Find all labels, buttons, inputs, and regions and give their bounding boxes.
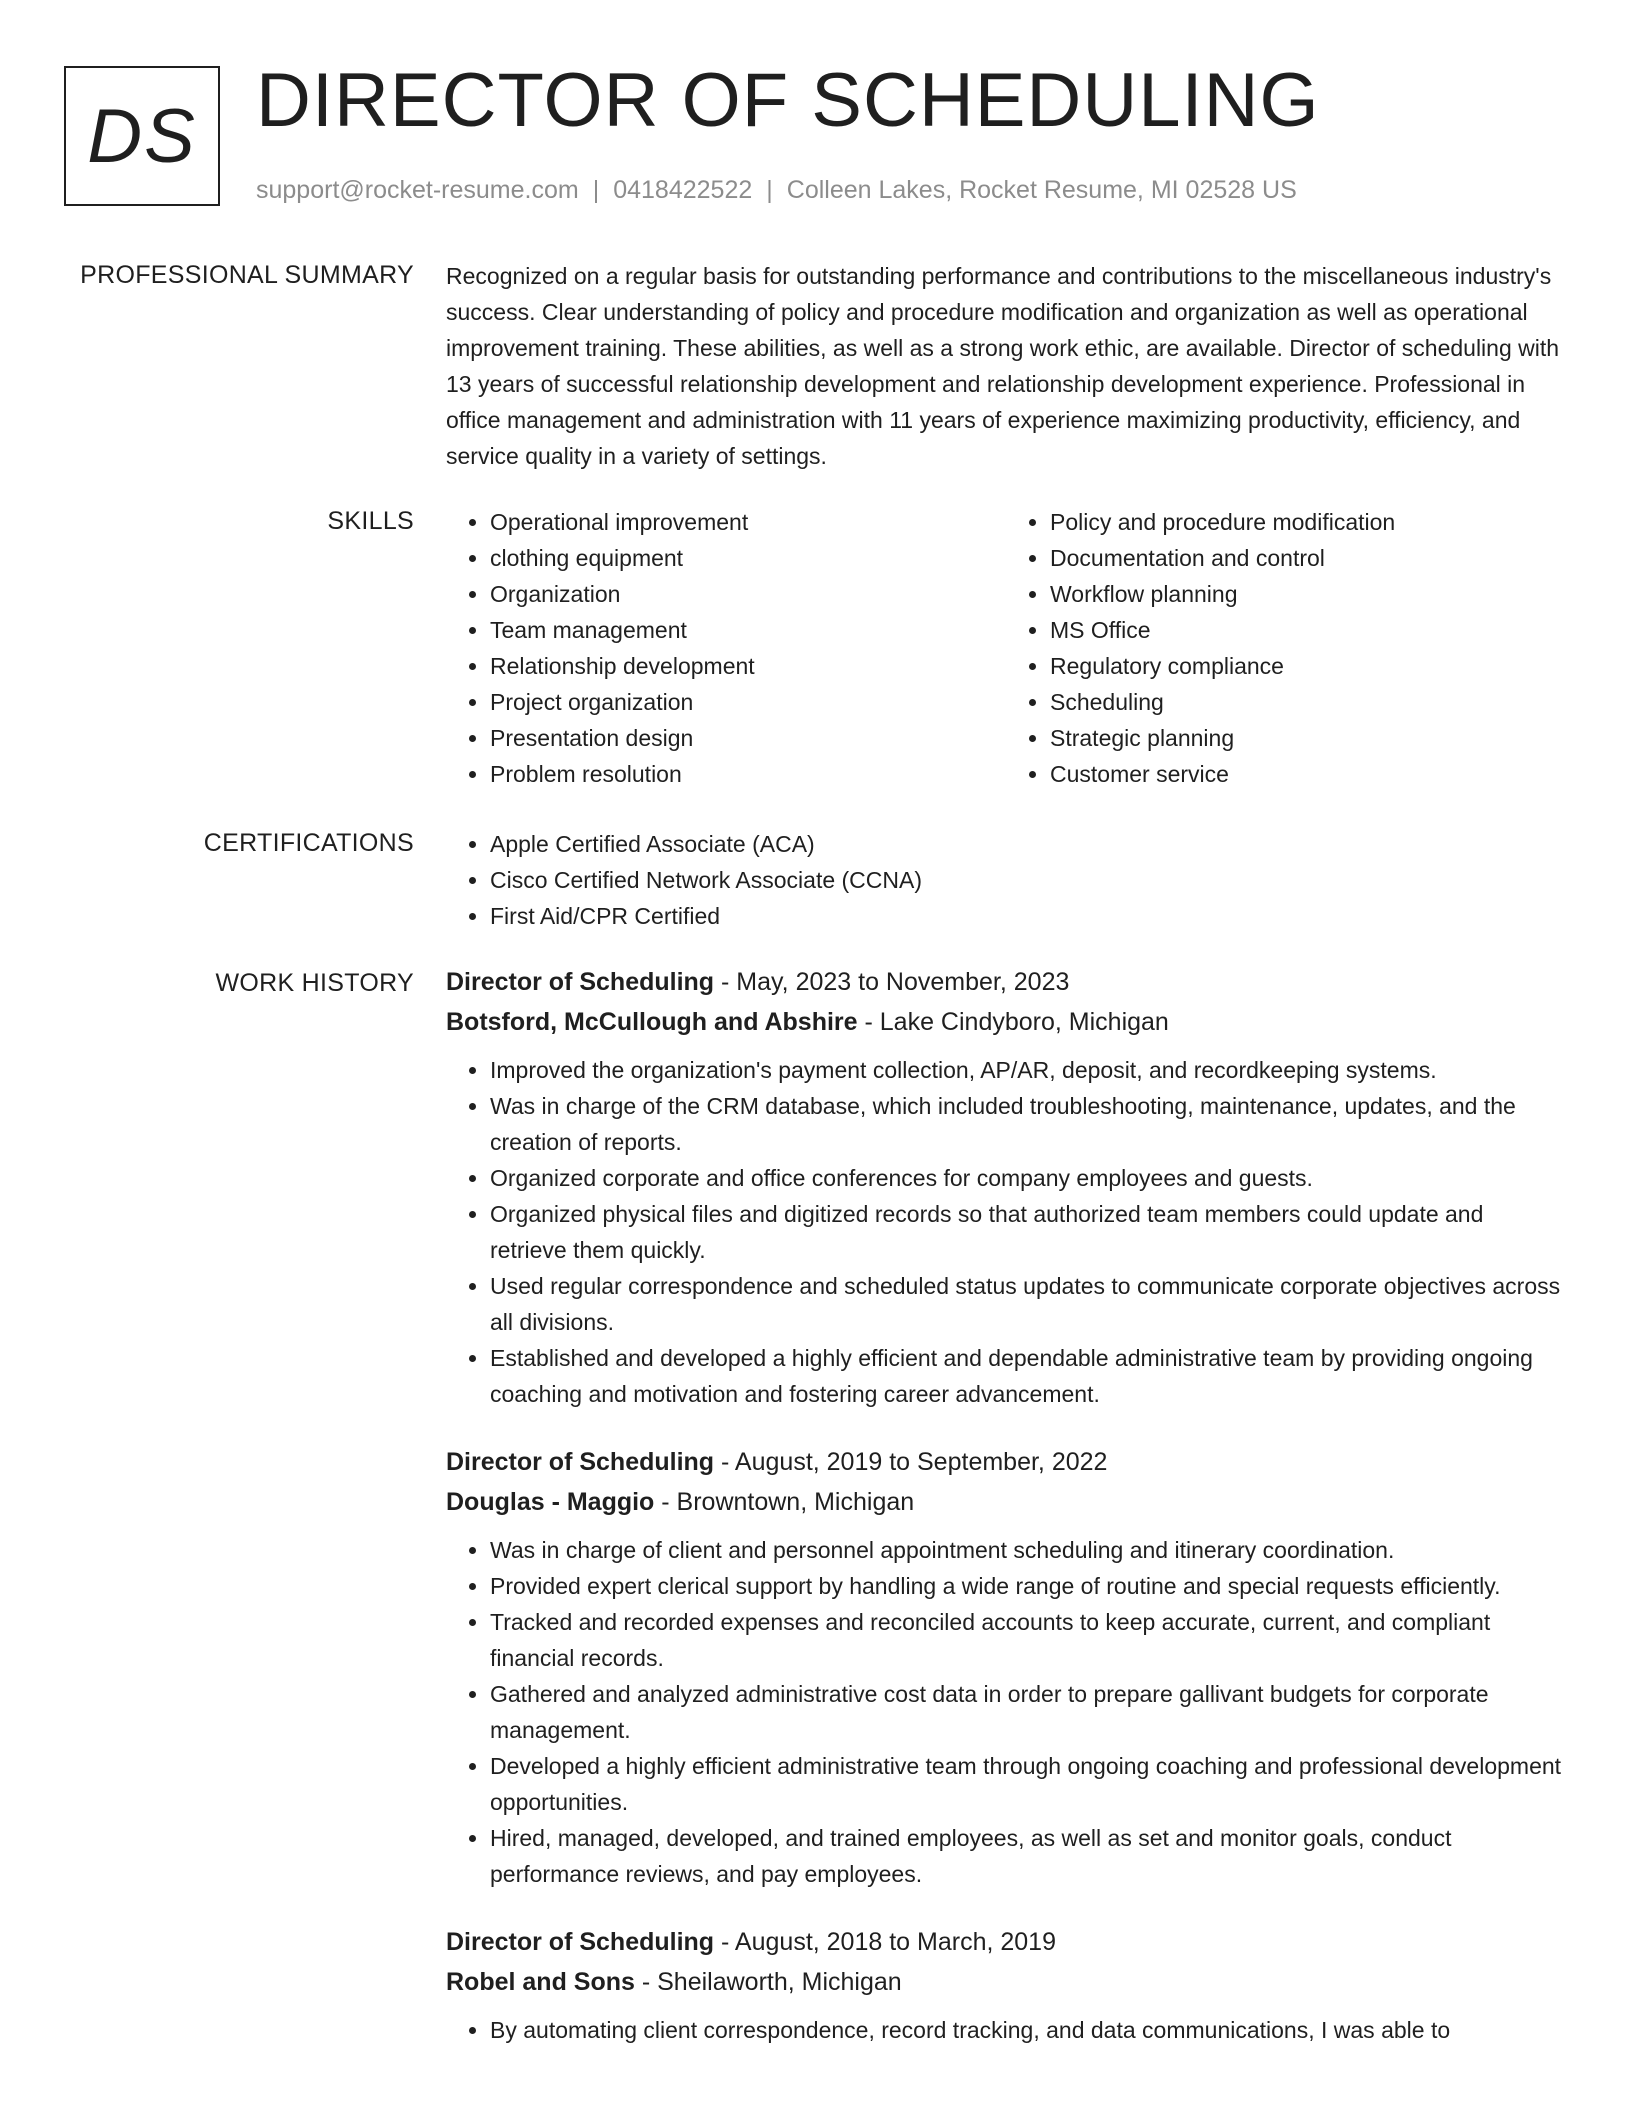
contact-separator: | — [592, 176, 600, 204]
list-item: • Provided expert clerical support by handling a wide range of routine and special requests efficiently. — [490, 1568, 1566, 1604]
list-item: • Organization — [490, 576, 1006, 612]
list-item: • Project organization — [490, 684, 1006, 720]
contact-email: support@rocket-resume.com — [256, 176, 579, 204]
job-location: - Lake Cindyboro, Michigan — [857, 1008, 1169, 1036]
list-item: • Operational improvement — [490, 504, 1006, 540]
list-item: • Team management — [490, 612, 1006, 648]
job-company: Botsford, McCullough and Abshire — [446, 1008, 858, 1036]
summary-label: PROFESSIONAL SUMMARY — [80, 261, 414, 289]
job-title-line — [446, 962, 1566, 1002]
job-company-line — [446, 1002, 1566, 1042]
work-history-body — [446, 962, 1566, 2078]
job-company-line — [446, 1962, 1566, 2002]
list-item: • Tracked and recorded expenses and reconciled accounts to keep accurate, current, and compliant financial records. — [490, 1604, 1566, 1676]
list-item: • Was in charge of the CRM database, which included troubleshooting, maintenance, updates, and the creation of reports. — [490, 1088, 1566, 1160]
job-dates: - August, 2018 to March, 2019 — [714, 1928, 1056, 1956]
list-item: • Relationship development — [490, 648, 1006, 684]
list-item: • Organized physical files and digitized records so that authorized team members could update and retrieve them quickly. — [490, 1196, 1566, 1268]
job-duties — [446, 2012, 1566, 2048]
job-title: Director of Scheduling — [446, 1448, 715, 1476]
list-item: • Regulatory compliance — [1050, 648, 1566, 684]
job-title: Director of Scheduling — [446, 1928, 715, 1956]
list-item: • Workflow planning — [1050, 576, 1566, 612]
job-duties — [446, 1532, 1566, 1892]
job-location: - Sheilaworth, Michigan — [634, 1968, 902, 1996]
job-entry — [446, 1442, 1566, 1892]
work-history-label: WORK HISTORY — [215, 969, 414, 997]
job-company: Robel and Sons — [446, 1968, 635, 1996]
list-item: • Documentation and control — [1050, 540, 1566, 576]
job-dates: - May, 2023 to November, 2023 — [714, 968, 1070, 996]
list-item: • Hired, managed, developed, and trained employees, as well as set and monitor goals, conduct performance reviews, and pay employees. — [490, 1820, 1566, 1892]
list-item: • Was in charge of client and personnel appointment scheduling and itinerary coordination. — [490, 1532, 1566, 1568]
contact-phone: 0418422522 — [613, 176, 753, 204]
list-item: • Cisco Certified Network Associate (CCNA) — [490, 862, 1566, 898]
list-item: • Improved the organization's payment collection, AP/AR, deposit, and recordkeeping systems. — [490, 1052, 1566, 1088]
list-item: • Presentation design — [490, 720, 1006, 756]
summary-text: Recognized on a regular basis for outstanding performance and contributions to the miscellaneous industry's success. Clear understanding of policy and procedure modification and organization as well as operational improvement training. These abilities, as well as a strong work ethic, are available. Director of scheduling with 13 years of successful relationship development and relationship development experience. Professional in office management and administration with 11 years of experience maximizing productivity, efficiency, and service quality in a variety of settings. — [446, 263, 1560, 469]
skills-body — [446, 504, 1566, 792]
job-company-line — [446, 1482, 1566, 1522]
job-dates: - August, 2019 to September, 2022 — [714, 1448, 1108, 1476]
job-entry — [446, 962, 1566, 1412]
contact-separator: | — [766, 176, 773, 204]
job-title-line — [446, 1442, 1566, 1482]
list-item: • Developed a highly efficient administrative team through ongoing coaching and professional development opportunities. — [490, 1748, 1566, 1820]
list-item: • Apple Certified Associate (ACA) — [490, 826, 1566, 862]
contact-address: Colleen Lakes, Rocket Resume, MI 02528 US — [786, 176, 1297, 204]
skills-list-left — [446, 504, 1006, 792]
summary-body — [446, 258, 1566, 474]
contact-line — [256, 172, 1297, 208]
skills-list-right — [1006, 504, 1566, 792]
list-item: • Gathered and analyzed administrative cost data in order to prepare gallivant budgets for corporate management. — [490, 1676, 1566, 1748]
certifications-list — [446, 826, 1566, 934]
job-title-line — [446, 1922, 1566, 1962]
job-title: Director of Scheduling — [446, 968, 715, 996]
list-item: • Policy and procedure modification — [1050, 504, 1566, 540]
list-item: • Established and developed a highly efficient and dependable administrative team by providing ongoing coaching and motivation and fostering career advancement. — [490, 1340, 1566, 1412]
list-item: • First Aid/CPR Certified — [490, 898, 1566, 934]
certifications-body — [446, 826, 1566, 934]
list-item: • MS Office — [1050, 612, 1566, 648]
certifications-label: CERTIFICATIONS — [203, 829, 414, 857]
monogram-box — [64, 66, 220, 206]
list-item: • Strategic planning — [1050, 720, 1566, 756]
list-item: • Customer service — [1050, 756, 1566, 792]
job-location: - Browntown, Michigan — [654, 1488, 915, 1516]
list-item: • clothing equipment — [490, 540, 1006, 576]
job-company: Douglas - Maggio — [446, 1488, 655, 1516]
monogram-initials: DS — [87, 93, 197, 179]
skills-label: SKILLS — [327, 507, 414, 535]
list-item: • Used regular correspondence and scheduled status updates to communicate corporate objectives across all divisions. — [490, 1268, 1566, 1340]
job-entry — [446, 1922, 1566, 2048]
list-item: • Problem resolution — [490, 756, 1006, 792]
list-item: • Organized corporate and office conferences for company employees and guests. — [490, 1160, 1566, 1196]
list-item: • Scheduling — [1050, 684, 1566, 720]
list-item: • By automating client correspondence, record tracking, and data communications, I was able to — [490, 2012, 1566, 2048]
job-duties — [446, 1052, 1566, 1412]
candidate-title: DIRECTOR OF SCHEDULING — [256, 58, 1320, 143]
